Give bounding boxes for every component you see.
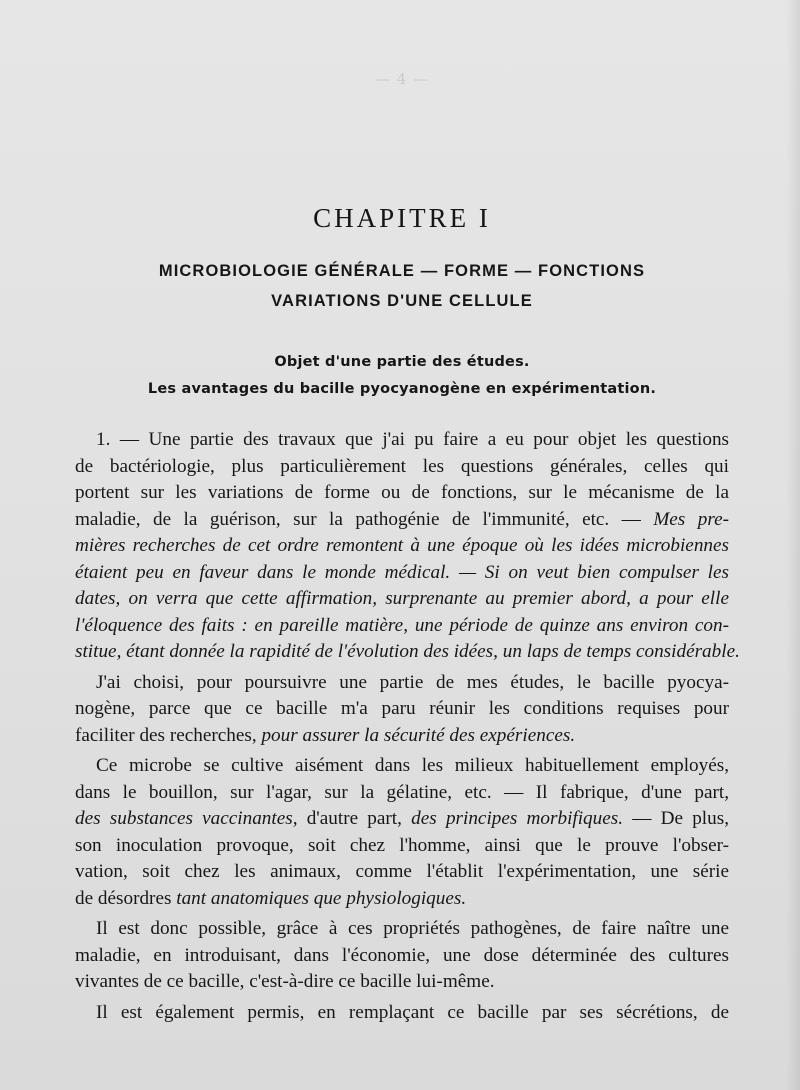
text-run: maladie, de la guérison, sur la pathogénie de l'immunité, etc. — [75, 508, 654, 530]
italic-text-run: des principes morbifiques. [411, 808, 624, 829]
text-line [75, 806, 729, 833]
italic-text-line: l'éloquence des faits : en pareille matière, une période de quinze ans environ con- [75, 614, 729, 636]
text-run: — De plus, [623, 808, 729, 829]
text-line: J'ai choisi, pour poursuivre une partie de mes études, le bacille pyocya- [96, 671, 729, 693]
text-line: Ce microbe se cultive aisément dans les milieux habituellement employés, [96, 755, 729, 776]
paragraph-3 [75, 753, 729, 912]
text-line [75, 886, 729, 913]
chapter-heading-line-2: VARIATIONS D'UNE CELLULE [271, 292, 533, 310]
text-line [75, 723, 729, 750]
text-line: nogène, parce que ce bacille m'a paru réunir les conditions requises pour [75, 698, 729, 719]
text-line: maladie, en introduisant, dans l'économie, une dose déterminée des cultures [75, 944, 729, 966]
italic-text-run: des substances vaccinantes, [75, 808, 298, 829]
text-line: vation, soit chez les animaux, comme l'établit l'expérimentation, une série [75, 861, 729, 882]
text-line: portent sur les variations de forme ou de fonctions, sur le mécanisme de la [75, 482, 729, 503]
text-line: vivantes de ce bacille, c'est-à-dire ce bacille lui-même. [75, 971, 495, 992]
italic-text-run: tant anatomiques que physiologiques. [176, 887, 467, 909]
italic-text-line: étaient peu en faveur dans le monde médical. — Si on veut bien compulser les [75, 561, 729, 583]
text-line [75, 507, 729, 534]
italic-text-run: Mes pre- [653, 508, 729, 530]
paragraph-2 [75, 670, 729, 750]
text-run: de désordres [75, 887, 177, 909]
section-subtitle-line-2: Les avantages du bacille pyocyanogène en expérimentation. [147, 381, 657, 397]
text-line: 1. — Une partie des travaux que j'ai pu faire a eu pour objet les questions [96, 429, 729, 450]
paragraph-1 [75, 427, 740, 666]
text-run: d'autre part, [297, 808, 412, 829]
text-line: de bactériologie, plus particulièrement les questions générales, celles qui [75, 455, 729, 477]
text-line: Il est également permis, en remplaçant ce bacille par ses sécrétions, de [96, 1001, 729, 1023]
paragraph-5 [75, 1000, 729, 1027]
italic-text-run: pour assurer la sécurité des expériences. [261, 724, 576, 746]
page-edge-shadow [786, 0, 800, 1090]
text-line: Il est donc possible, grâce à ces propriétés pathogènes, de faire naître une [96, 918, 729, 939]
page-number: — 4 — [374, 70, 430, 88]
text-run: faciliter des recherches, [75, 724, 262, 746]
chapter-title: CHAPITRE I [313, 203, 491, 233]
italic-text-line: dates, on verra que cette affirmation, surprenante au premier abord, a pour elle [75, 588, 729, 609]
italic-text-line: stitue, étant donnée la rapidité de l'évolution des idées, un laps de temps considérable. [75, 641, 740, 662]
text-line: dans le bouillon, sur l'agar, sur la gélatine, etc. — Il fabrique, d'une part, [75, 781, 729, 803]
section-subtitle-line-1: Objet d'une partie des études. [274, 354, 530, 370]
text-line: son inoculation provoque, soit chez l'homme, ainsi que le prouve l'obser- [75, 834, 729, 856]
chapter-heading-line-1: MICROBIOLOGIE GÉNÉRALE — FORME — FONCTIONS [158, 262, 646, 280]
paragraph-4 [75, 916, 729, 996]
body-text [75, 427, 740, 1030]
italic-text-line: mières recherches de cet ordre remontent à une époque où les idées microbiennes [75, 535, 729, 556]
